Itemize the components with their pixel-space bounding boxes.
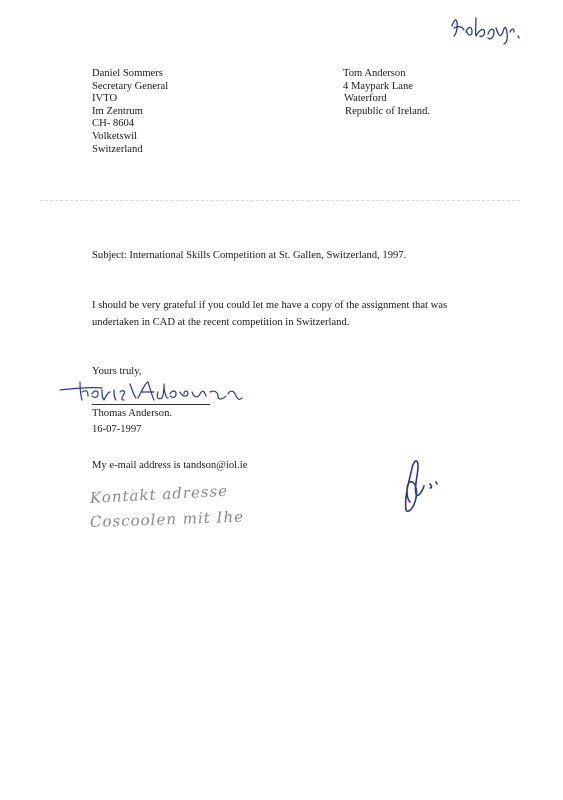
body-line-1: I should be very grateful if you could let me have a copy of the assignment that was: [92, 300, 448, 311]
handwritten-signature: [58, 378, 248, 406]
handwritten-initials: [396, 454, 446, 518]
email-line: My e-mail address is tandson@iol.ie: [92, 460, 248, 471]
handwritten-annotation-top: [448, 14, 538, 44]
subject-line: Subject: International Skills Competition at St. Gallen, Switzerland, 1997.: [92, 250, 407, 261]
sender-line: CH- 8604: [92, 118, 135, 130]
letter-date: 16-07-1997: [92, 424, 142, 435]
recipient-line: 4 Maypark Lane: [343, 80, 414, 92]
sender-line: IVTO: [92, 93, 118, 105]
handwritten-note-line-1: Kontakt adresse: [89, 481, 229, 507]
recipient-line: Republic of Ireland.: [345, 105, 431, 117]
sender-line: Im Zentrum: [92, 105, 143, 117]
sender-line: Daniel Sommers: [92, 68, 163, 79]
sender-address: [92, 68, 168, 156]
recipient-line: Waterford: [344, 93, 387, 105]
sender-line: Switzerland: [92, 143, 143, 155]
recipient-address: [343, 68, 430, 118]
closing: Yours truly,: [92, 366, 142, 377]
recipient-line: Tom Anderson: [343, 68, 406, 79]
sender-line: Secretary General: [92, 80, 169, 92]
handwritten-note: [89, 481, 245, 534]
body-line-2: undertaken in CAD at the recent competition in Switzerland.: [92, 317, 350, 328]
sender-line: Volketswil: [92, 130, 138, 142]
handwritten-note-line-2: Coscoolen mit Ihe: [89, 507, 245, 531]
signature-underline: [92, 404, 210, 405]
signature-name: Thomas Anderson.: [92, 408, 173, 419]
fold-line: [40, 200, 520, 201]
